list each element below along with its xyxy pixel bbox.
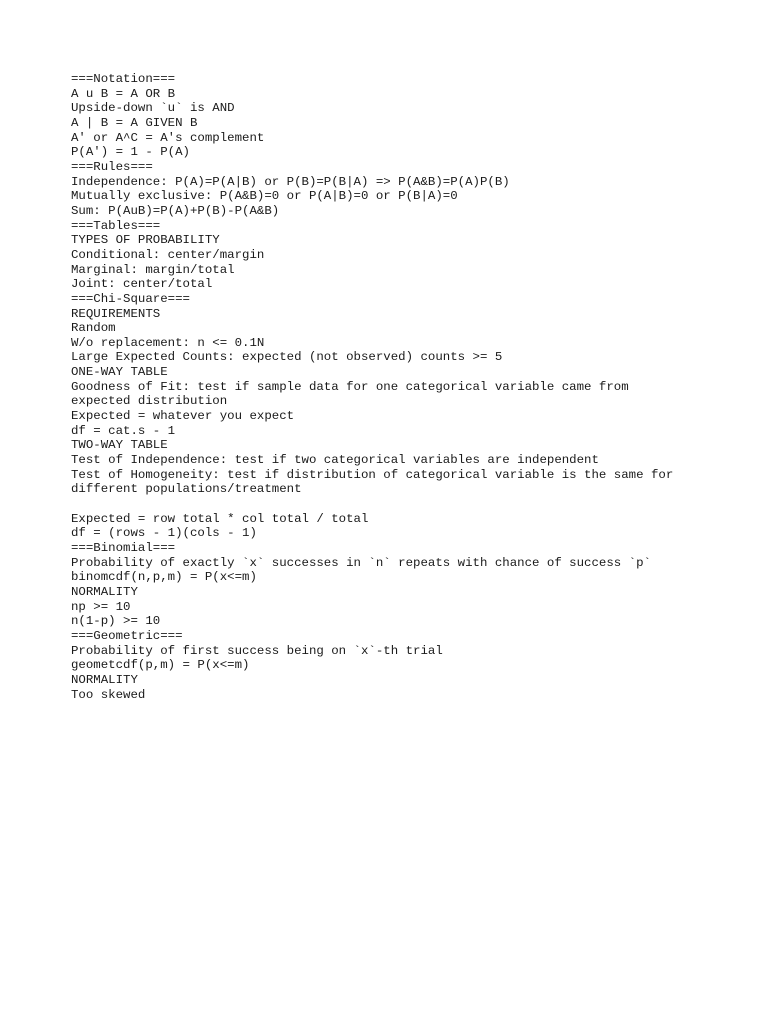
heading-tables: ===Tables=== (71, 218, 161, 233)
heading-rules: ===Rules=== (71, 159, 153, 174)
text-line: NORMALITY (71, 672, 138, 687)
text-line: Expected = row total * col total / total (71, 511, 369, 526)
text-line: Joint: center/total (71, 277, 213, 292)
text-line: Too skewed (71, 687, 146, 702)
text-line: Marginal: margin/total (71, 262, 235, 277)
text-line: NORMALITY (71, 584, 138, 599)
text-line: geometcdf(p,m) = P(x<=m) (71, 658, 250, 673)
text-line: df = (rows - 1)(cols - 1) (71, 526, 257, 541)
blank-line (71, 497, 731, 512)
text-line: expected distribution (71, 394, 228, 409)
text-line: Probability of first success being on `x`-th trial (71, 643, 443, 658)
text-line: df = cat.s - 1 (71, 423, 176, 438)
heading-notation: ===Notation=== (71, 72, 176, 86)
text-line: A u B = A OR B (71, 86, 176, 101)
text-line: A | B = A GIVEN B (71, 115, 198, 130)
text-line: Independence: P(A)=P(A|B) or P(B)=P(B|A) => P(A&B)=P(A)P(B) (71, 174, 510, 189)
text-line: Goodness of Fit: test if sample data for one categorical variable came from (71, 379, 629, 394)
text-line: REQUIREMENTS (71, 306, 161, 321)
text-line: binomcdf(n,p,m) = P(x<=m) (71, 570, 257, 585)
text-line: Upside-down `u` is AND (71, 101, 235, 116)
text-line: ONE-WAY TABLE (71, 365, 168, 380)
text-line: A' or A^C = A's complement (71, 130, 265, 145)
text-line: Expected = whatever you expect (71, 409, 295, 424)
text-line: Test of Independence: test if two categorical variables are independent (71, 453, 599, 468)
text-line: Mutually exclusive: P(A&B)=0 or P(A|B)=0 or P(B|A)=0 (71, 189, 458, 204)
text-line: Probability of exactly `x` successes in `n` repeats with chance of success `p` (71, 555, 651, 570)
text-line: Large Expected Counts: expected (not observed) counts >= 5 (71, 350, 503, 365)
text-line: W/o replacement: n <= 0.1N (71, 335, 265, 350)
text-line: n(1-p) >= 10 (71, 614, 161, 629)
text-line: Random (71, 321, 116, 336)
text-line: Sum: P(AuB)=P(A)+P(B)-P(A&B) (71, 203, 280, 218)
text-line: P(A') = 1 - P(A) (71, 145, 190, 160)
text-line: TYPES OF PROBABILITY (71, 233, 220, 248)
text-line: Test of Homogeneity: test if distribution of categorical variable is the same for (71, 467, 674, 482)
notes-text (71, 72, 731, 702)
text-line: different populations/treatment (71, 482, 302, 497)
heading-chi-square: ===Chi-Square=== (71, 291, 190, 306)
heading-binomial: ===Binomial=== (71, 540, 176, 555)
text-line: np >= 10 (71, 599, 131, 614)
text-line: TWO-WAY TABLE (71, 438, 168, 453)
heading-geometric: ===Geometric=== (71, 628, 183, 643)
text-line: Conditional: center/margin (71, 247, 265, 262)
